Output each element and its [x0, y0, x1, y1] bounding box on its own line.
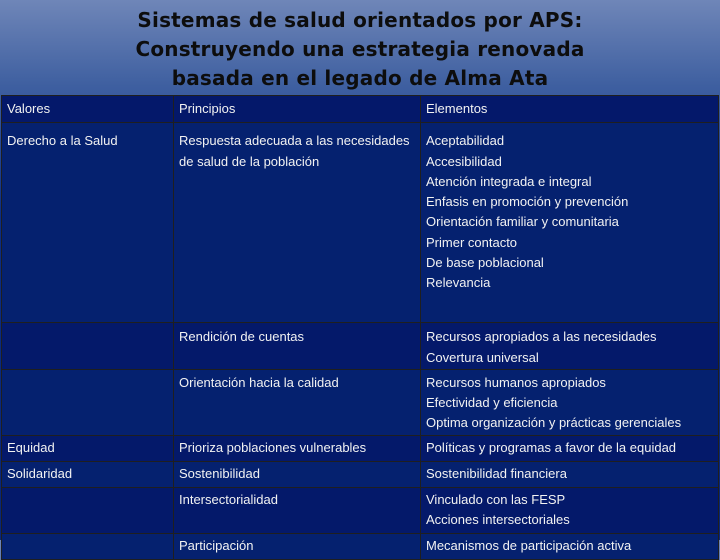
- elemento-item: Covertura universal: [426, 349, 539, 365]
- cell-principio: Respuesta adecuada a las necesidades de salud de la población: [174, 123, 421, 323]
- cell-principio: Prioriza poblaciones vulnerables: [174, 435, 421, 461]
- elemento-item: Acciones intersectoriales: [426, 512, 570, 528]
- aps-table: [1, 95, 719, 560]
- elemento-item: Aceptabilidad: [426, 133, 505, 149]
- elemento-item: Relevancia: [426, 275, 491, 291]
- elemento-item: Políticas y programas a favor de la equidad: [426, 439, 677, 455]
- elemento-item: Mecanismos de participación activa: [426, 537, 632, 553]
- elemento-item: Orientación familiar y comunitaria: [426, 214, 619, 230]
- cell-principio: Orientación hacia la calidad: [174, 369, 421, 435]
- elemento-item: Atención integrada e integral: [426, 173, 592, 189]
- table-row: [2, 435, 719, 461]
- cell-valor: [2, 487, 174, 533]
- cell-elementos: [421, 461, 719, 487]
- table-row: [2, 487, 719, 533]
- cell-elementos: [421, 369, 719, 435]
- table-row: [2, 369, 719, 435]
- title-line-1: Sistemas de salud orientados por APS:: [137, 8, 583, 32]
- table-row: [2, 461, 719, 487]
- table-row: [2, 533, 719, 559]
- header-principios: Principios: [174, 96, 421, 123]
- elemento-item: Optima organización y prácticas gerenciales: [426, 415, 682, 431]
- table-header-row: [2, 96, 719, 123]
- cell-elementos: [421, 533, 719, 559]
- cell-elementos: [421, 323, 719, 370]
- cell-valor: Solidaridad: [2, 461, 174, 487]
- cell-valor: [2, 323, 174, 370]
- header-valores: Valores: [2, 96, 174, 123]
- elemento-item: Efectividad y eficiencia: [426, 395, 558, 411]
- cell-elementos: [421, 487, 719, 533]
- cell-principio: Rendición de cuentas: [174, 323, 421, 370]
- cell-elementos: [421, 123, 719, 323]
- slide-title: [60, 6, 660, 93]
- elemento-item: Enfasis en promoción y prevención: [426, 194, 629, 210]
- cell-valor: [2, 369, 174, 435]
- table-row: [2, 323, 719, 370]
- cell-elementos: [421, 435, 719, 461]
- header-elementos: Elementos: [421, 96, 719, 123]
- elemento-item: Accesibilidad: [426, 153, 502, 169]
- cell-principio: Sostenibilidad: [174, 461, 421, 487]
- elemento-item: De base poblacional: [426, 255, 544, 271]
- elemento-item: Vinculado con las FESP: [426, 491, 566, 507]
- elemento-item: Recursos apropiados a las necesidades: [426, 329, 657, 345]
- cell-principio: Intersectorialidad: [174, 487, 421, 533]
- cell-valor: Derecho a la Salud: [2, 123, 174, 323]
- elemento-item: Sostenibilidad financiera: [426, 465, 567, 481]
- cell-principio: Participación: [174, 533, 421, 559]
- title-line-2: Construyendo una estrategia renovada: [135, 37, 585, 61]
- elemento-item: Primer contacto: [426, 234, 518, 250]
- elemento-item: Recursos humanos apropiados: [426, 374, 606, 390]
- table-row: [2, 123, 719, 323]
- cell-valor: [2, 533, 174, 559]
- title-line-3: basada en el legado de Alma Ata: [171, 66, 549, 90]
- cell-valor: Equidad: [2, 435, 174, 461]
